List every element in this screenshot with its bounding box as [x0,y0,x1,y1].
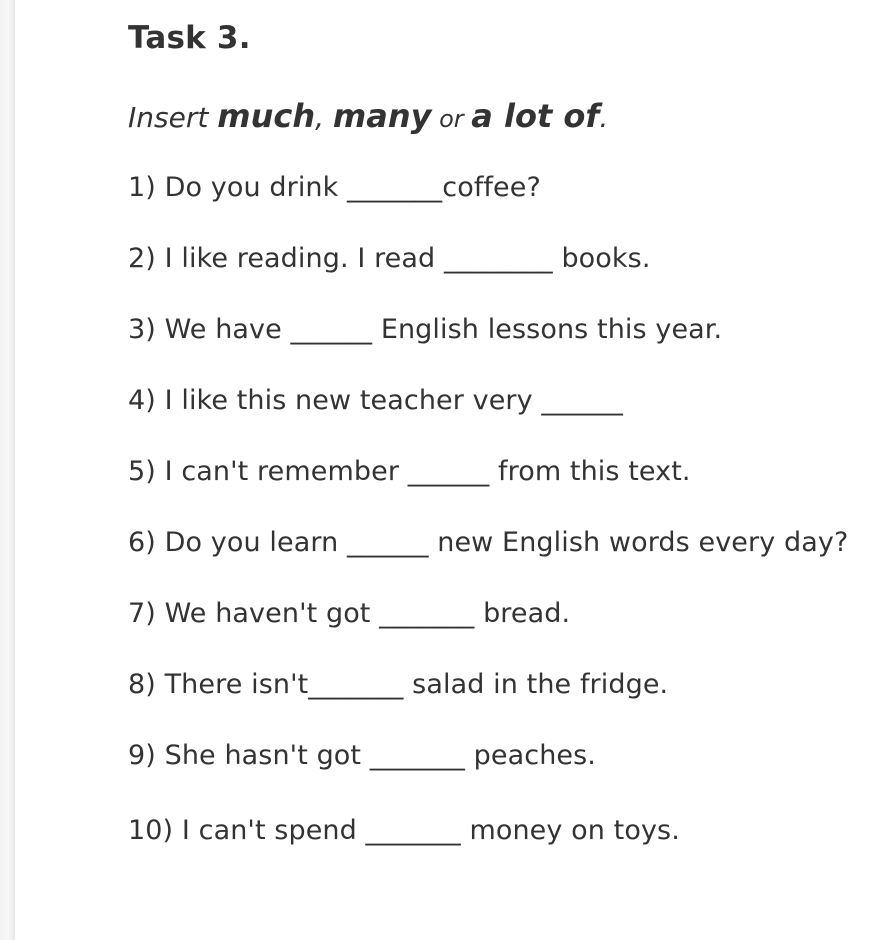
instruction-or: or [431,105,472,133]
keyword-much: much [217,97,316,135]
exercise-2: 2) I like reading. I read ________ books. [128,243,651,274]
exercise-10: 10) I can't spend _______ money on toys. [128,815,680,846]
instruction-period: . [599,101,609,134]
exercise-6: 6) Do you learn ______ new English words every day? [128,527,849,558]
exercise-7: 7) We haven't got _______ bread. [128,598,571,629]
page-edge [0,0,15,940]
task-title: Task 3. [128,20,251,56]
exercise-1: 1) Do you drink _______coffee? [128,172,541,203]
keyword-many: many [332,97,432,135]
exercise-5: 5) I can't remember ______ from this text. [128,456,691,487]
keyword-a-lot-of: a lot of [471,97,600,135]
instruction-comma: , [315,101,333,134]
instruction-prefix: Insert [128,101,218,134]
instruction [128,97,608,135]
exercise-3: 3) We have ______ English lessons this year. [128,314,723,345]
exercise-4: 4) I like this new teacher very ______ [128,385,623,416]
exercise-9: 9) She hasn't got _______ peaches. [128,740,596,771]
exercise-8: 8) There isn't_______ salad in the fridge. [128,669,669,700]
